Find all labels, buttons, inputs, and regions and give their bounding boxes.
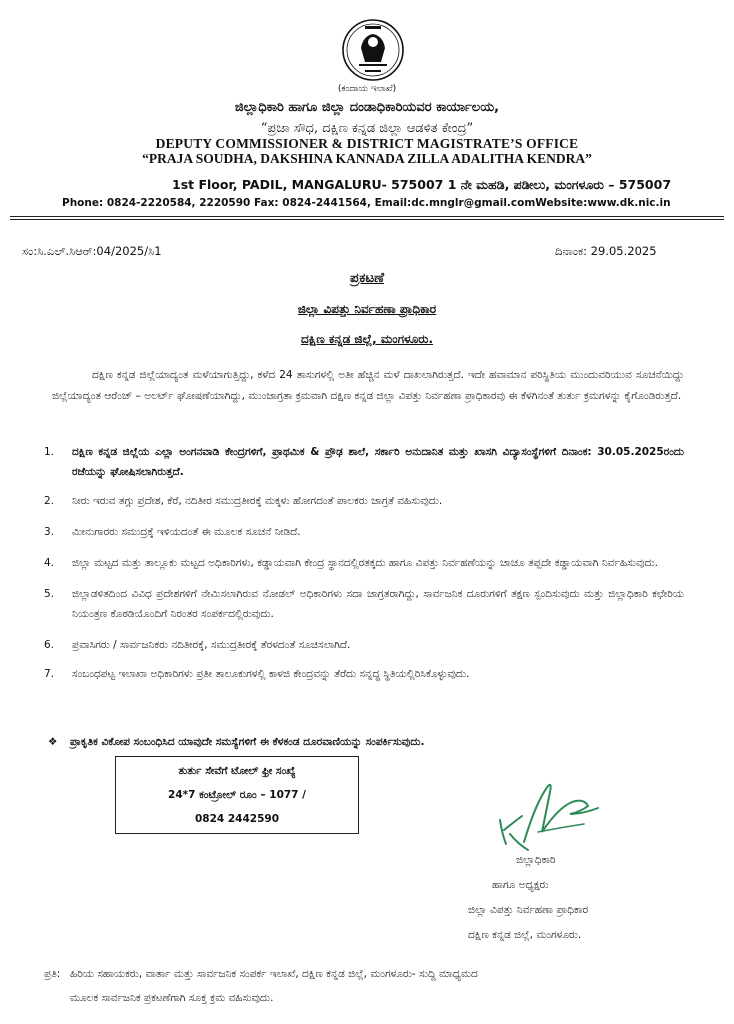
toll-free-label: ತುರ್ತು ಸೇವೆಗೆ ಟೋಲ್ ಫ್ರೀ ಸಂಖ್ಯೆ <box>178 765 296 777</box>
signatory-designation: ಜಿಲ್ಲಾಧಿಕಾರಿ <box>516 854 556 866</box>
copy-line-2: ಮೂಲಕ ಸಾರ್ವಜನಿಕ ಪ್ರಕಟಣೆಗಾಗಿ ಸೂಕ್ತ ಕ್ರಮ ವಹಿಸುವುದು. <box>70 992 274 1004</box>
signatory-authority: ಜಿಲ್ಲಾ ವಿಪತ್ತು ನಿರ್ವಹಣಾ ಪ್ರಾಧಿಕಾರ <box>468 904 589 916</box>
office-name-kannada: ಜಿಲ್ಲಾಧಿಕಾರಿ ಹಾಗೂ ಜಿಲ್ಲಾ ದಂಡಾಧಿಕಾರಿಯವರ ಕಾರ್ಯಾಲಯ, <box>234 100 500 115</box>
copy-label: ಪ್ರತಿ: <box>44 968 61 980</box>
control-room-number: 24*7 ಕಂಟ್ರೋಲ್ ರೂಂ – 1077 / <box>168 789 306 801</box>
copy-line-1: ಹಿರಿಯ ಸಹಾಯಕರು, ವಾರ್ತಾ ಮತ್ತು ಸಾರ್ವಜನಿಕ ಸಂಪರ್ಕ ಇಲಾಖೆ, ದಕ್ಷಿಣ ಕನ್ನಡ ಜಿಲ್ಲೆ, ಮಂಗಳೂರು- ಸುದ್ದಿ ಮಾಧ್ಯಮದ <box>70 968 478 980</box>
authority-title: ಜಿಲ್ಲಾ ವಿಪತ್ತು ನಿರ್ವಹಣಾ ಪ್ರಾಧಿಕಾರ <box>297 302 437 316</box>
contact-note: ❖ ಪ್ರಾಕೃತಿಕ ವಿಕೋಪ ಸಂಬಂಧಿಸಿದ ಯಾವುದೇ ಸಮಸ್ಯೆಗಳಿಗೆ ಈ ಕೆಳಕಂಡ ದೂರವಾಣಿಯನ್ನು ಸಂಪರ್ಕಿಸುವುದು. <box>48 736 425 748</box>
intro-paragraph: ದಕ್ಷಿಣ ಕನ್ನಡ ಜಿಲ್ಲೆಯಾದ್ಯಂತ ಮಳೆಯಾಗುತ್ತಿದ್ದು, ಕಳೆದ 24 ತಾಸುಗಳಲ್ಲಿ ಅತೀ ಹೆಚ್ಚಿನ ಮಳೆ ದಾಖಲಾಗಿರುತ್ತದೆ. ಇದೇ ಹವಾಮಾನ ಪರಿಸ್ಥಿತಿಯ ಮುಂದುವರಿಯುವ ಸೂಚನೆಯಿದ್ದು ಜಿಲ್ಲೆಯಾದ್ಯಂತ ಆರೆಂಜ್ – ಅಲರ್ಟ್ ಘೋಷಣೆಯಾಗಿದ್ದು, ಮುಂಜಾಗ್ರತಾ ಕ್ರಮವಾಗಿ ದಕ್ಷಿಣ ಕನ್ನಡ ಜಿಲ್ಲಾ ವಿಪತ್ತು ನಿರ್ವಹಣಾ ಪ್ರಾಧಿಕಾರವು ಈ ಕೆಳಗಿನಂತೆ ತುರ್ತು ಕ್ರಮಗಳನ್ನು ಕೈಗೊಂಡಿರುತ್ತದೆ. <box>52 369 684 402</box>
district-title: ದಕ್ಷಿಣ ಕನ್ನಡ ಜಿಲ್ಲೆ, ಮಂಗಳೂರು. <box>300 332 434 346</box>
notice-heading: ಪ್ರಕಟಣೆ <box>350 270 384 286</box>
copy-to <box>44 962 684 1010</box>
measures-list <box>44 442 684 684</box>
office-contacts: Phone: 0824-2220584, 2220590 Fax: 0824-2441564, Email:dc.mnglr@gmail.comWebsite:www.dk.nic.in <box>62 197 671 209</box>
office-name-english: DEPUTY COMMISSIONER & DISTRICT MAGISTRATE’S OFFICE <box>155 136 579 151</box>
list-item: 5. ಜಿಲ್ಲಾಡಳಿತದಿಂದ ವಿವಿಧ ಪ್ರದೇಶಗಳಿಗೆ ನೇಮಿಸಲಾಗಿರುವ ನೋಡಲ್ ಅಧಿಕಾರಿಗಳು ಸದಾ ಜಾಗ್ರತರಾಗಿದ್ದು, ಸಾರ್ವಜನಿಕ ದೂರುಗಳಿಗೆ ತಕ್ಷಣ ಸ್ಪಂದಿಸುವುದು ಮತ್ತು ಜಿಲ್ಲಾಧಿಕಾರಿ ಕಛೇರಿಯ ನಿಯಂತ್ರಣ ಕೊಠಡಿಯೊಂದಿಗೆ ನಿರಂತರ ಸಂಪರ್ಕದಲ್ಲಿರುವುದು. <box>44 588 684 620</box>
list-item: 1. ದಕ್ಷಿಣ ಕನ್ನಡ ಜಿಲ್ಲೆಯ ಎಲ್ಲಾ ಅಂಗನವಾಡಿ ಕೇಂದ್ರಗಳಿಗೆ, ಪ್ರಾಥಮಿಕ & ಪ್ರೌಢ ಶಾಲೆ, ಸರ್ಕಾರಿ ಅನುದಾನಿತ ಮತ್ತು ಖಾಸಗಿ ವಿದ್ಯಾಸಂಸ್ಥೆಗಳಿಗೆ ದಿನಾಂಕ: 30.05.2025ರಂದು ರಜೆಯನ್ನು ಘೋಷಿಸಲಾಗಿರುತ್ತದೆ. <box>44 446 684 478</box>
phone-number: 0824 2442590 <box>194 813 280 825</box>
reference-number: ಸಂ:ಸಿ.ಎಲ್.ಸಿಆರ್:04/2025/ಸಿ1 <box>22 244 162 258</box>
department-caption: (ಕಂದಾಯ ಇಲಾಖೆ) <box>337 84 397 94</box>
list-item: 4. ಜಿಲ್ಲಾ ಮಟ್ಟದ ಮತ್ತು ತಾಲ್ಲೂಕು ಮಟ್ಟದ ಅಧಿಕಾರಿಗಳು, ಕಡ್ಡಾಯವಾಗಿ ಕೇಂದ್ರ ಸ್ಥಾನದಲ್ಲಿರತಕ್ಕದು ಹಾಗೂ ವಿಪತ್ತು ನಿರ್ವಹಣೆಯನ್ನು ಚಾಚೂ ತಪ್ಪದೇ ಕಡ್ಡಾಯವಾಗಿ ನಿರ್ವಹಿಸುವುದು. <box>44 557 659 569</box>
header-divider-bottom <box>10 219 724 220</box>
notice-date: ದಿನಾಂಕ: 29.05.2025 <box>555 244 657 258</box>
toll-free-box <box>115 756 359 834</box>
office-address: 1st Floor, PADIL, MANGALURU- 575007 1 ನೇ ಮಹಡಿ, ಪಡೀಲು, ಮಂಗಳೂರು – 575007 <box>172 177 672 192</box>
header-divider-top <box>10 216 724 217</box>
building-name-english: “PRAJA SOUDHA, DAKSHINA KANNADA ZILLA ADALITHA KENDRA” <box>142 151 592 166</box>
signatory-block <box>468 848 668 948</box>
list-item: 6. ಪ್ರವಾಸಿಗರು / ಸಾರ್ವಜನಿಕರು ನದಿತೀರಕ್ಕೆ, ಸಮುದ್ರತೀರಕ್ಕೆ ತೆರಳದಂತೆ ಸೂಚಿಸಲಾಗಿದೆ. <box>44 639 351 651</box>
karnataka-emblem-icon <box>341 18 405 82</box>
list-item: 2. ನೀರು ಇರುವ ತಗ್ಗು ಪ್ರದೇಶ, ಕೆರೆ, ನದಿತೀರ ಸಮುದ್ರತೀರಕ್ಕೆ ಮಕ್ಕಳು ಹೋಗದಂತೆ ಪಾಲಕರು ಜಾಗ್ರತೆ ವಹಿಸುವುದು. <box>44 495 443 507</box>
list-item: 3. ಮೀನುಗಾರರು ಸಮುದ್ರಕ್ಕೆ ಇಳಿಯದಂತೆ ಈ ಮೂಲಕ ಸೂಚನೆ ನೀಡಿದೆ. <box>44 526 301 538</box>
list-item: 7. ಸಂಬಂಧಪಟ್ಟ ಇಲಾಖಾ ಅಧಿಕಾರಿಗಳು ಪ್ರತೀ ತಾಲೂಕುಗಳಲ್ಲಿ ಕಾಳಜಿ ಕೇಂದ್ರವನ್ನು ತೆರೆದು ಸನ್ನದ್ಧ ಸ್ಥಿತಿಯಲ್ಲಿರಿಸಿಕೊಳ್ಳುವುದು. <box>44 668 470 680</box>
signatory-district: ದಕ್ಷಿಣ ಕನ್ನಡ ಜಿಲ್ಲೆ, ಮಂಗಳೂರು. <box>468 929 582 941</box>
diamond-bullet-icon: ❖ <box>48 736 58 748</box>
signatory-role: ಹಾಗೂ ಅಧ್ಯಕ್ಷರು <box>492 879 549 891</box>
building-name-kannada: “ಪ್ರಜಾ ಸೌಧ, ದಕ್ಷಿಣ ಕನ್ನಡ ಜಿಲ್ಲಾ ಆಡಳಿತ ಕೇಂದ್ರ” <box>260 121 474 136</box>
